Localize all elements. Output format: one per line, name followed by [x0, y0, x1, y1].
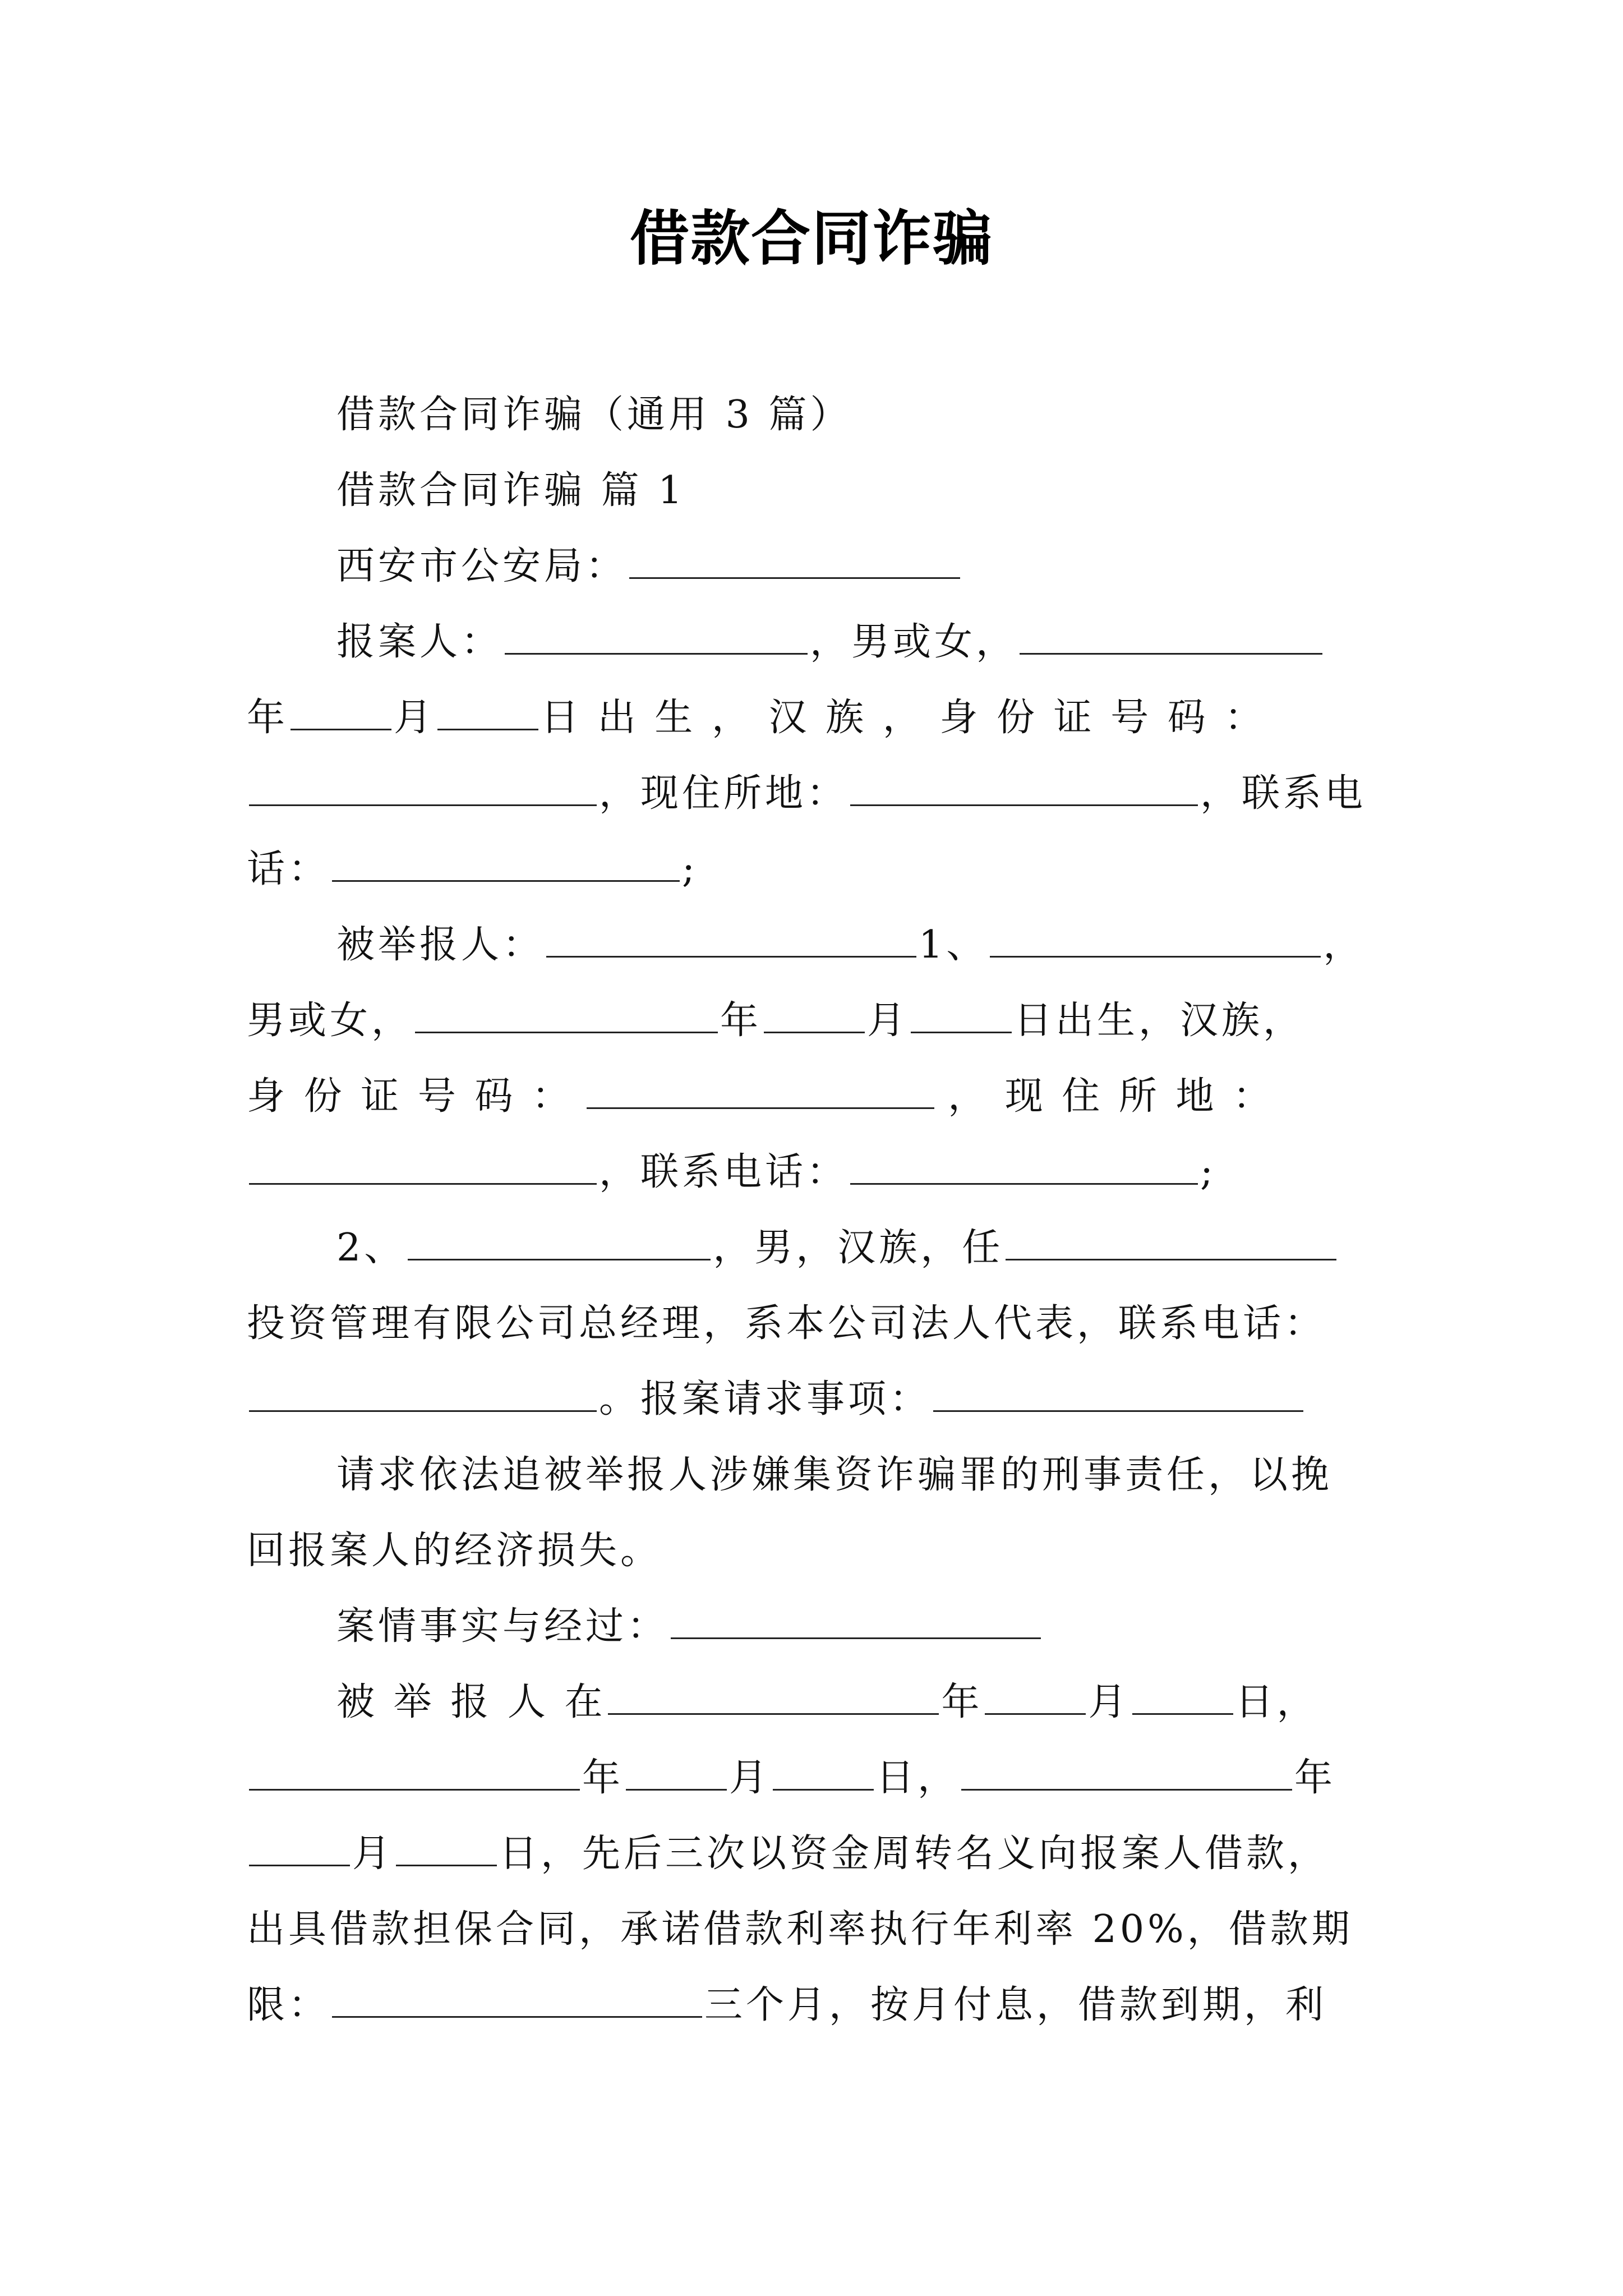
- text-line: 月 日，先后三次以资金周转名义向报案人借款，: [247, 1826, 1380, 1882]
- fill-blank: [764, 997, 865, 1033]
- fill-blank: [626, 1755, 727, 1791]
- text-line: 年 月 日， 年: [247, 1750, 1380, 1806]
- text-line: 。报案请求事项：: [247, 1372, 1380, 1428]
- text-line: ，联系电话： ;: [247, 1144, 1380, 1200]
- fill-blank: [332, 1982, 702, 2018]
- fill-blank: [505, 619, 808, 655]
- fill-blank: [850, 770, 1198, 806]
- fill-blank: [911, 997, 1012, 1033]
- fill-blank: [773, 1755, 874, 1791]
- text-line: 出具借款担保合同，承诺借款利率执行年利率 20%，借款期: [247, 1907, 1353, 1952]
- text-line: 被 举 报 人 在 年 月 日，: [247, 1674, 1469, 1731]
- fill-blank: [587, 1073, 934, 1109]
- fill-blank: [415, 997, 718, 1033]
- fill-blank: [671, 1603, 1041, 1639]
- fill-blank: [291, 694, 391, 730]
- fill-blank: [629, 543, 960, 579]
- fill-blank: [249, 1376, 597, 1412]
- text-line: 请求依法追被举报人涉嫌集资诈骗罪的刑事责任，以挽: [336, 1453, 1333, 1497]
- fill-blank: [408, 1225, 711, 1260]
- fill-blank: [850, 1149, 1198, 1185]
- fill-blank: [546, 922, 916, 958]
- subtitle: 借款合同诈骗（通用 3 篇）: [336, 393, 852, 437]
- fill-blank: [933, 1376, 1303, 1412]
- fill-blank: [961, 1755, 1292, 1791]
- text-line: 身 份 证 号 码 ： ， 现 住 所 地 ：: [247, 1069, 1380, 1125]
- fill-blank: [990, 922, 1321, 958]
- text-line: 限： 三个月，按月付息，借款到期，利: [247, 1977, 1380, 2033]
- fill-blank: [249, 770, 597, 806]
- fill-blank: [1020, 619, 1322, 655]
- text-line: 男或女， 年 月 日出生，汉族，: [247, 993, 1380, 1049]
- text-line: 案情事实与经过：: [247, 1599, 1469, 1655]
- fill-blank: [249, 1149, 597, 1185]
- fill-blank: [437, 694, 538, 730]
- fill-blank: [985, 1679, 1086, 1715]
- fill-blank: [249, 1755, 580, 1791]
- text-line: 被举报人： 1、 ，: [247, 917, 1469, 973]
- fill-blank: [249, 1830, 350, 1866]
- text-line: 报案人： ，男或女，: [247, 614, 1469, 670]
- text-line: 回报案人的经济损失。: [247, 1529, 662, 1573]
- text-line: ，现住所地： ，联系电: [247, 766, 1380, 822]
- text-line: 西安市公安局：: [247, 539, 1469, 595]
- text-line: 话： ;: [247, 841, 1380, 898]
- text-line: 投资管理有限公司总经理，系本公司法人代表，联系电话：: [247, 1301, 1326, 1346]
- document-title: 借款合同诈骗: [630, 203, 993, 273]
- fill-blank: [332, 846, 680, 882]
- section-heading: 借款合同诈骗 篇 1: [336, 468, 686, 513]
- fill-blank: [396, 1830, 497, 1866]
- fill-blank: [1006, 1225, 1336, 1260]
- fill-blank: [1132, 1679, 1233, 1715]
- text-line: 2、 ，男，汉族，任: [247, 1220, 1469, 1276]
- fill-blank: [608, 1679, 939, 1715]
- text-line: 年 月 日 出 生 ， 汉 族 ， 身 份 证 号 码 ：: [247, 690, 1380, 746]
